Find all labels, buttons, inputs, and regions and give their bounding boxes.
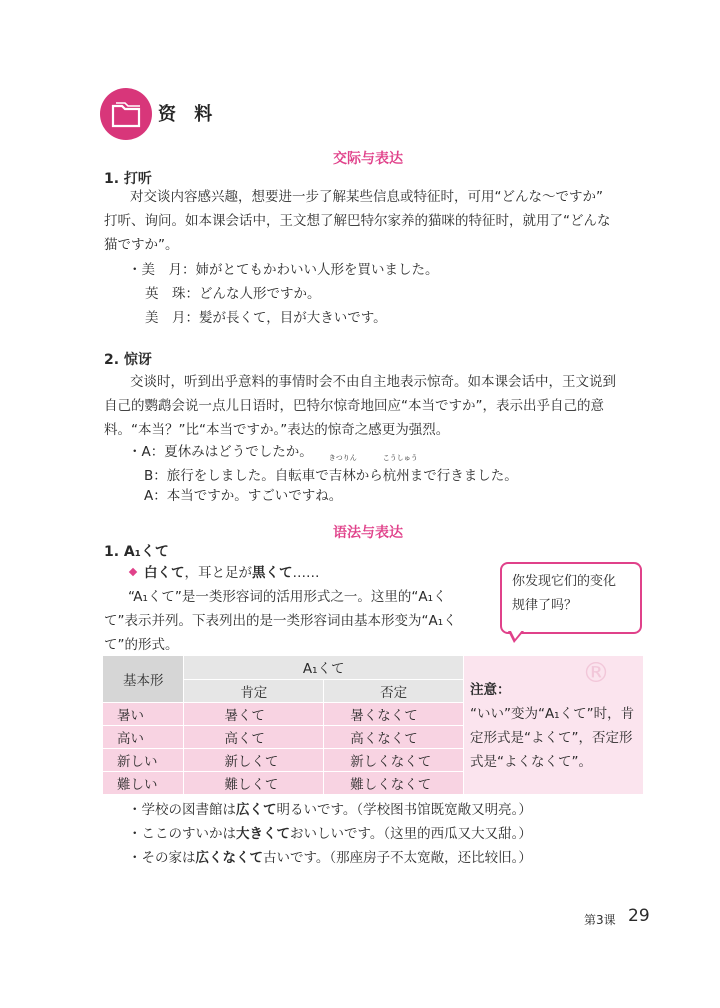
example-sentence bbox=[128, 846, 532, 870]
speaker: 英 珠： bbox=[145, 286, 199, 302]
bubble-tail-inner bbox=[510, 629, 523, 639]
cell-negative: 暑くなくて bbox=[324, 703, 464, 726]
cell-base: 暑い bbox=[103, 703, 184, 726]
dialog-line bbox=[128, 258, 439, 282]
text: 明るいです。（学校图书馆既宽敞又明亮。） bbox=[276, 802, 532, 818]
paragraph-line: 打听、询问。如本课会话中，王文想了解巴特尔家养的猫咪的特征时，就用了“どんな bbox=[104, 213, 611, 229]
section-title-grammar: 语法与表达 bbox=[333, 525, 403, 541]
text: …… bbox=[292, 565, 320, 581]
note-cell bbox=[463, 656, 643, 795]
header-a1kute: A₁くて bbox=[184, 656, 464, 680]
dialog-line: ・A：夏休みはどうでしたか。 bbox=[128, 444, 313, 460]
diamond-bullet-icon bbox=[129, 568, 137, 576]
cell-negative: 新しくなくて bbox=[324, 749, 464, 772]
hint-bubble bbox=[500, 562, 642, 634]
paragraph-line: て”的形式。 bbox=[104, 637, 179, 653]
bubble-line: 你发现它们的变化 bbox=[512, 574, 617, 589]
subheading-surprise: 2. 惊讶 bbox=[104, 352, 152, 368]
header-negative: 否定 bbox=[324, 679, 464, 703]
note-text: “いい”变为“A₁くて”时，肯定形式是“よくて”，否定形式是“よくなくて”。 bbox=[469, 706, 635, 770]
emphasis: 白くて bbox=[144, 565, 185, 581]
text: ・その家は bbox=[128, 850, 196, 866]
utterance: から bbox=[355, 468, 383, 484]
bubble-line: 规律了吗？ bbox=[512, 598, 578, 613]
cell-base: 新しい bbox=[103, 749, 184, 772]
utterance: どんな人形ですか。 bbox=[199, 286, 321, 302]
example-sentence bbox=[128, 798, 532, 822]
registered-mark: ® bbox=[582, 656, 610, 689]
furigana: こうしゅう bbox=[382, 454, 418, 462]
header-affirmative: 肯定 bbox=[184, 679, 324, 703]
speaker: 美 月： bbox=[145, 310, 199, 326]
emphasis: 広くて bbox=[236, 802, 277, 818]
emphasis: 広くなくて bbox=[195, 850, 263, 866]
cell-negative: 高くなくて bbox=[324, 726, 464, 749]
text: ，耳と足が bbox=[184, 565, 252, 581]
cell-affirmative: 新しくて bbox=[184, 749, 324, 772]
paragraph-line: て”表示并列。下表列出的是一类形容词由基本形变为“A₁く bbox=[104, 613, 457, 629]
folder-icon bbox=[100, 88, 152, 140]
subheading-a1kute: 1. A₁くて bbox=[104, 544, 169, 560]
page-title: 资 料 bbox=[158, 104, 219, 125]
utterance: 髪が長くて，目が大きいです。 bbox=[199, 310, 387, 326]
section-title-communication: 交际与表达 bbox=[333, 151, 403, 167]
dialog-line bbox=[145, 282, 321, 306]
speaker: ・美 月： bbox=[128, 262, 196, 278]
furigana: きつりん bbox=[328, 454, 357, 462]
text: ・学校の図書館は bbox=[128, 802, 236, 818]
note-title: 注意： bbox=[469, 682, 511, 698]
cell-affirmative: 難しくて bbox=[184, 772, 324, 795]
dialog-line bbox=[145, 306, 387, 330]
header-base-form: 基本形 bbox=[103, 656, 184, 703]
cell-base: 難しい bbox=[103, 772, 184, 795]
example-sentence bbox=[128, 822, 532, 846]
paragraph-line: “A₁くて”是一类形容词的活用形式之一。这里的“A₁く bbox=[128, 589, 447, 605]
ruby-base: 杭州 bbox=[382, 468, 410, 484]
cell-base: 高い bbox=[103, 726, 184, 749]
cell-affirmative: 高くて bbox=[184, 726, 324, 749]
text: おいしいです。（这里的西瓜又大又甜。） bbox=[290, 826, 532, 842]
conjugation-table bbox=[102, 655, 644, 795]
ruby-base: 吉林 bbox=[328, 468, 356, 484]
utterance: 姉がとてもかわいい人形を買いました。 bbox=[195, 262, 439, 278]
paragraph-line: 交谈时，听到出乎意料的事情时会不由自主地表示惊奇。如本课会话中，王文说到 bbox=[130, 374, 616, 390]
emphasis: 大きくて bbox=[236, 826, 290, 842]
cell-negative: 難しくなくて bbox=[324, 772, 464, 795]
paragraph-line: 猫ですか”。 bbox=[104, 237, 179, 253]
ruby-hangzhou bbox=[382, 454, 418, 488]
emphasis: 黒くて bbox=[252, 565, 293, 581]
example-sentence bbox=[128, 561, 320, 585]
page-number: 29 bbox=[628, 906, 650, 926]
paragraph-line: 料。“本当？”比“本当ですか。”表达的惊奇之感更为强烈。 bbox=[104, 422, 450, 438]
cell-affirmative: 暑くて bbox=[184, 703, 324, 726]
subheading-inquire: 1. 打听 bbox=[104, 171, 152, 187]
paragraph-line: 对交谈内容感兴趣，想要进一步了解某些信息或特征时，可用“どんな～ですか” bbox=[130, 189, 603, 205]
lesson-label: 第3课 bbox=[584, 913, 616, 927]
text: ・ここのすいかは bbox=[128, 826, 236, 842]
paragraph-line: 自己的鹦鹉会说一点儿日语时，巴特尔惊奇地回应“本当ですか”，表示出乎自己的意 bbox=[104, 398, 604, 414]
utterance: まで行きました。 bbox=[409, 468, 518, 484]
text: 古いです。（那座房子不太宽敞，还比较旧。） bbox=[263, 850, 532, 866]
dialog-line: A：本当ですか。すごいですね。 bbox=[144, 488, 343, 504]
utterance: B：旅行をしました。自転車で bbox=[144, 468, 329, 484]
